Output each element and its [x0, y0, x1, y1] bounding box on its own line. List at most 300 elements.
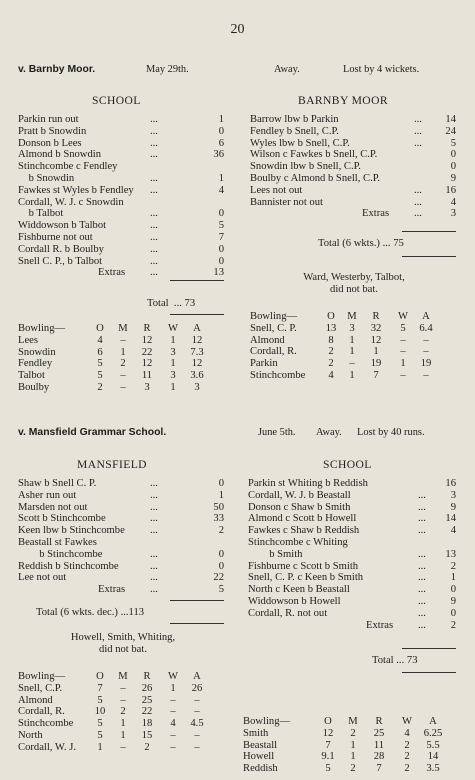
batting-row	[18, 138, 228, 150]
bowling-figure: 1	[120, 718, 126, 730]
bowler-name: Almond	[18, 694, 53, 706]
match2-left-batting	[18, 478, 228, 596]
batting-row	[18, 490, 228, 502]
bowling-figure: 22	[141, 346, 153, 358]
bowling-figure: M	[118, 671, 128, 682]
bowler-name: Cordall, R.	[250, 346, 297, 358]
bowling-figure: 3.5	[426, 763, 440, 775]
match1-title: v. Barnby Moor.	[18, 64, 96, 75]
batsman-entry: Scott b Stinchcombe	[18, 513, 106, 525]
runs-value: 14	[445, 513, 456, 525]
bowling-figure: 28	[373, 751, 385, 763]
runs-value: 4	[218, 184, 224, 196]
batsman-entry: Reddish b Stinchcombe	[18, 560, 119, 572]
bowling-header	[18, 323, 228, 335]
bowling-figure: 8	[328, 334, 334, 346]
runs-value: 9	[450, 172, 456, 184]
bowling-figure: –	[423, 334, 429, 346]
batsman-entry: Barrow lbw b Parkin	[250, 114, 339, 125]
runs-value: 22	[213, 572, 224, 584]
batting-row	[250, 197, 458, 209]
batsman-entry: b Stinchcombe	[18, 548, 103, 560]
bowling-figure: A	[193, 323, 201, 334]
bowling-label: Bowling—	[18, 323, 66, 334]
batting-row	[250, 208, 458, 220]
bowling-figure: 1	[170, 381, 176, 393]
batsman-entry: Lee not out	[18, 572, 67, 584]
leader-dots: ...	[150, 172, 158, 184]
runs-value: 0	[218, 125, 224, 137]
batting-row	[248, 478, 458, 490]
bowling-figure: 5	[97, 370, 103, 382]
bowling-row	[243, 728, 458, 740]
bowling-figure: 3.6	[190, 370, 204, 382]
bowling-figure: 4	[170, 718, 176, 730]
match1-left-total: Total ... 73	[147, 298, 196, 309]
batsman-entry: Lees not out	[250, 184, 303, 196]
batsman-entry: Parkin st Whiting b Reddish	[248, 478, 368, 489]
batting-row	[18, 114, 228, 126]
batsman-entry: Widdowson b Talbot	[18, 220, 107, 232]
batsman-entry: Shaw b Snell C. P.	[18, 478, 97, 489]
leader-dots: ...	[418, 607, 426, 619]
leader-dots: ...	[418, 525, 426, 537]
runs-value: 33	[213, 513, 224, 525]
runs-value: 6	[218, 137, 224, 149]
bowling-figure: 32	[370, 322, 382, 334]
bowling-header	[243, 716, 458, 728]
bowling-figure: 2	[328, 346, 334, 358]
bowling-figure: –	[194, 741, 200, 753]
batsman-entry: b Snowdin	[18, 172, 75, 184]
leader-dots: ...	[150, 560, 158, 572]
batsman-entry: Almond b Snowdin	[18, 149, 101, 161]
bowling-figure: 5	[97, 694, 103, 706]
bowling-row	[250, 358, 458, 370]
leader-dots: ...	[414, 137, 422, 149]
bowling-row	[250, 346, 458, 358]
batting-row	[248, 525, 458, 537]
bowling-figure: 5	[97, 718, 103, 730]
batting-row	[250, 173, 458, 185]
bowling-figure: 4	[97, 334, 103, 346]
leader-dots: ...	[414, 196, 422, 208]
leader-dots: ...	[150, 478, 158, 489]
batting-row	[248, 513, 458, 525]
bowling-figure: 2	[404, 751, 410, 763]
match1-date: May 29th.	[146, 64, 189, 75]
leader-dots: ...	[150, 489, 158, 501]
runs-value: 0	[450, 607, 456, 619]
batsman-entry: b Talbot	[18, 208, 64, 220]
match1-right-batting	[250, 114, 458, 220]
match2-left-heading: MANSFIELD	[77, 458, 147, 471]
runs-value: 3	[450, 489, 456, 501]
runs-value: 13	[213, 267, 224, 279]
bowling-row	[250, 335, 458, 347]
leader-dots: ...	[418, 572, 426, 584]
bowling-figure: W	[168, 671, 178, 682]
match1-did-not-bat: Ward, Westerby, Talbot, did not bat.	[303, 272, 405, 295]
bowling-figure: 2	[350, 763, 356, 775]
bowling-figure: 1	[170, 682, 176, 694]
runs-value: 0	[218, 255, 224, 267]
bowling-figure: –	[194, 729, 200, 741]
batsman-entry: Pratt b Snowdin	[18, 125, 87, 137]
batting-row	[250, 185, 458, 197]
bowling-figure: R	[372, 311, 380, 322]
runs-value: 24	[445, 125, 456, 137]
bowling-figure: M	[348, 716, 358, 727]
bowling-figure: 12	[191, 358, 203, 370]
bowling-figure: 7	[97, 682, 103, 694]
runs-value: 0	[218, 243, 224, 255]
batting-row	[18, 173, 228, 185]
batsman-entry: Extras	[98, 584, 126, 596]
bowler-name: Beastall	[243, 739, 278, 751]
batting-row	[18, 502, 228, 514]
runs-value: 0	[450, 161, 456, 173]
bowling-figure: 12	[191, 334, 203, 346]
bowling-figure: –	[120, 381, 126, 393]
batting-row	[18, 513, 228, 525]
bowling-row	[18, 695, 228, 707]
match2-left-total: Total (6 wkts. dec.) ...113	[36, 607, 145, 618]
bowler-name: Talbot	[18, 370, 45, 382]
match2-right-total: Total ... 73	[372, 655, 418, 666]
match1-right-total: Total (6 wkts.) ... 75	[318, 238, 404, 249]
runs-value: 13	[445, 548, 456, 560]
leader-dots: ...	[414, 114, 422, 125]
batsman-entry: Wyles lbw b Snell, C.P.	[250, 137, 350, 149]
runs-value: 9	[450, 595, 456, 607]
batting-row	[248, 549, 458, 561]
bowling-figure: O	[96, 671, 104, 682]
leader-dots: ...	[150, 220, 158, 232]
bowling-figure: O	[96, 323, 104, 334]
bowling-row	[18, 718, 228, 730]
leader-dots: ...	[150, 255, 158, 267]
bowling-figure: 6	[97, 346, 103, 358]
batting-row	[18, 149, 228, 161]
bowling-figure: –	[170, 729, 176, 741]
bowler-name: Snell, C. P.	[250, 322, 297, 334]
match2-date: June 5th.	[258, 427, 296, 438]
batting-row	[18, 525, 228, 537]
runs-value: 0	[450, 149, 456, 161]
bowling-figure: 2	[404, 763, 410, 775]
bowling-figure: O	[327, 311, 335, 322]
bowling-figure: W	[398, 311, 408, 322]
match2-right-batting	[248, 478, 458, 631]
leader-dots: ...	[150, 525, 158, 537]
runs-value: 0	[218, 548, 224, 560]
bowling-row	[250, 323, 458, 335]
bowling-figure: –	[423, 369, 429, 381]
batting-row	[250, 138, 458, 150]
leader-dots: ...	[418, 513, 426, 525]
match2-result: Lost by 40 runs.	[357, 427, 425, 438]
match2-did-not-bat: Howell, Smith, Whiting, did not bat.	[70, 632, 176, 655]
runs-value: 2	[450, 619, 456, 631]
bowling-figure: –	[400, 334, 406, 346]
runs-value: 1	[218, 489, 224, 501]
batting-row	[18, 232, 228, 244]
batsman-entry: North c Keen b Beastall	[248, 584, 350, 596]
batsman-entry: Snell C. P., b Talbot	[18, 255, 103, 267]
bowling-figure: 9.1	[321, 751, 335, 763]
batting-row	[248, 537, 458, 549]
batsman-entry: Extras	[366, 619, 394, 631]
bowling-figure: 2	[144, 741, 150, 753]
batting-row	[18, 197, 228, 209]
divider	[402, 648, 456, 649]
bowler-name: Cordall, W. J.	[18, 741, 76, 753]
runs-value: 5	[218, 584, 224, 596]
runs-value: 36	[213, 149, 224, 161]
bowling-figure: 1	[350, 751, 356, 763]
bowling-figure: 25	[141, 694, 153, 706]
bowling-figure: R	[375, 716, 383, 727]
runs-value: 0	[218, 208, 224, 220]
leader-dots: ...	[150, 513, 158, 525]
match1-left-bowling	[18, 323, 228, 394]
bowling-figure: 26	[141, 682, 153, 694]
bowler-name: Smith	[243, 727, 269, 739]
batsman-entry: Extras	[362, 208, 390, 220]
bowling-figure: 11	[141, 370, 153, 382]
leader-dots: ...	[150, 231, 158, 243]
match1-right-heading: BARNBY MOOR	[298, 94, 388, 107]
divider	[402, 672, 456, 673]
bowler-name: North	[18, 729, 43, 741]
bowling-figure: 7.3	[190, 346, 204, 358]
bowler-name: Almond	[250, 334, 285, 346]
bowling-header	[250, 311, 458, 323]
bowling-figure: 1	[349, 334, 355, 346]
batsman-entry: Boulby c Almond b Snell, C.P.	[250, 172, 381, 184]
batting-row	[250, 126, 458, 138]
runs-value: 4	[450, 525, 456, 537]
batting-row	[248, 502, 458, 514]
bowling-figure: 5	[400, 322, 406, 334]
bowling-figure: –	[120, 694, 126, 706]
bowling-row	[18, 706, 228, 718]
bowling-figure: 12	[370, 334, 382, 346]
bowling-figure: 4	[328, 369, 334, 381]
batting-row	[250, 114, 458, 126]
batting-row	[18, 161, 228, 173]
batsman-entry: Wilson c Fawkes b Snell, C.P.	[250, 149, 378, 161]
leader-dots: ...	[150, 548, 158, 560]
bowling-figure: 5	[325, 763, 331, 775]
leader-dots: ...	[150, 125, 158, 137]
batsman-entry: Almond c Scott b Howell	[248, 513, 357, 525]
bowling-figure: 12	[322, 727, 334, 739]
bowling-figure: 5	[97, 729, 103, 741]
batsman-entry: Fawkes c Shaw b Reddish	[248, 525, 360, 537]
bowling-figure: –	[194, 706, 200, 718]
leader-dots: ...	[150, 184, 158, 196]
batting-row	[248, 620, 458, 632]
bowling-figure: 7	[373, 369, 379, 381]
leader-dots: ...	[418, 619, 426, 631]
bowling-header	[18, 671, 228, 683]
runs-value: 2	[450, 560, 456, 572]
batting-row	[18, 537, 228, 549]
bowling-figure: 25	[373, 727, 385, 739]
batting-row	[18, 208, 228, 220]
batting-row	[248, 596, 458, 608]
match2-right-bowling	[243, 716, 458, 775]
bowling-row	[243, 763, 458, 775]
leader-dots: ...	[414, 125, 422, 137]
bowling-row	[18, 683, 228, 695]
batting-row	[18, 126, 228, 138]
bowling-figure: 19	[370, 358, 382, 370]
batting-row	[248, 490, 458, 502]
batsman-entry: Cordall, W. J. c Snowdin	[18, 196, 124, 208]
bowling-figure: 1	[349, 346, 355, 358]
runs-value: 1	[218, 114, 224, 125]
batsman-entry: Donson b Lees	[18, 137, 82, 149]
batting-row	[18, 256, 228, 268]
bowling-figure: 2	[404, 739, 410, 751]
runs-value: 16	[445, 184, 456, 196]
leader-dots: ...	[150, 501, 158, 513]
bowling-row	[243, 751, 458, 763]
batsman-entry: Donson c Shaw b Smith	[248, 501, 351, 513]
batting-row	[18, 220, 228, 232]
batting-row	[18, 584, 228, 596]
bowling-figure: 7	[325, 739, 331, 751]
bowler-name: Parkin	[250, 358, 278, 370]
batting-row	[18, 572, 228, 584]
batting-row	[248, 584, 458, 596]
bowling-figure: 1	[349, 369, 355, 381]
bowling-figure: W	[402, 716, 412, 727]
batsman-entry: Beastall st Fawkes	[18, 536, 97, 548]
batsman-entry: Bannister not out	[250, 196, 323, 208]
batting-row	[250, 149, 458, 161]
batting-row	[18, 244, 228, 256]
match1-left-batting	[18, 114, 228, 279]
bowling-figure: 2	[120, 358, 126, 370]
batsman-entry: Parkin run out	[18, 114, 79, 125]
bowling-figure: 10	[94, 706, 106, 718]
bowling-figure: 1	[350, 739, 356, 751]
bowling-figure: 2	[120, 706, 126, 718]
bowling-figure: –	[349, 358, 355, 370]
batting-row	[248, 608, 458, 620]
bowling-figure: M	[347, 311, 357, 322]
bowling-figure: –	[120, 334, 126, 346]
bowler-name: Reddish	[243, 763, 278, 775]
batting-row	[18, 549, 228, 561]
bowling-figure: 7	[376, 763, 382, 775]
leader-dots: ...	[418, 501, 426, 513]
match1-right-bowling	[250, 311, 458, 382]
bowler-name: Fendley	[18, 358, 53, 370]
bowling-figure: 5.5	[426, 739, 440, 751]
bowling-figure: W	[168, 323, 178, 334]
batsman-entry: Fendley b Snell, C.P.	[250, 125, 339, 137]
bowler-name: Cordall, R.	[18, 706, 65, 718]
bowling-figure: 1	[400, 358, 406, 370]
bowling-row	[18, 730, 228, 742]
match2-right-heading: SCHOOL	[323, 458, 372, 471]
bowling-figure: 6.25	[423, 727, 443, 739]
leader-dots: ...	[418, 560, 426, 572]
bowling-figure: R	[143, 671, 151, 682]
bowling-figure: 1	[120, 729, 126, 741]
match2-title: v. Mansfield Grammar School.	[18, 427, 167, 438]
leader-dots: ...	[418, 584, 426, 596]
batsman-entry: Keen lbw b Stinchcombe	[18, 525, 125, 537]
bowling-figure: 2	[328, 358, 334, 370]
match1-left-heading: SCHOOL	[92, 94, 141, 107]
divider	[170, 314, 224, 315]
divider	[170, 600, 224, 601]
runs-value: 1	[450, 572, 456, 584]
bowler-name: Snell, C.P.	[18, 682, 63, 694]
bowler-name: Lees	[18, 334, 38, 346]
batting-row	[18, 267, 228, 279]
bowling-row	[18, 742, 228, 754]
bowling-figure: 1	[170, 334, 176, 346]
bowling-figure: 3	[170, 370, 176, 382]
bowler-name: Howell	[243, 751, 275, 763]
bowling-figure: –	[423, 346, 429, 358]
batting-row	[18, 185, 228, 197]
runs-value: 0	[218, 478, 224, 489]
bowling-figure: –	[194, 694, 200, 706]
batsman-entry: Extras	[98, 267, 126, 279]
bowling-figure: 14	[427, 751, 439, 763]
bowling-figure: R	[143, 323, 151, 334]
leader-dots: ...	[150, 137, 158, 149]
bowling-row	[18, 370, 228, 382]
bowling-figure: 1	[120, 346, 126, 358]
runs-value: 14	[445, 114, 456, 125]
leader-dots: ...	[150, 584, 158, 596]
batsman-entry: Fishburne not out	[18, 231, 93, 243]
bowling-figure: 12	[141, 358, 153, 370]
runs-value: 5	[450, 137, 456, 149]
bowling-label: Bowling—	[18, 671, 66, 682]
runs-value: 9	[450, 501, 456, 513]
bowling-figure: 15	[141, 729, 153, 741]
match2-left-bowling	[18, 671, 228, 754]
bowling-figure: A	[429, 716, 437, 727]
batsman-entry: Cordall, W. J. b Beastall	[248, 489, 351, 501]
divider	[402, 256, 456, 257]
bowling-figure: 5	[97, 358, 103, 370]
runs-value: 2	[218, 525, 224, 537]
batsman-entry: Snowdin lbw b Snell, C.P.	[250, 161, 361, 173]
bowling-figure: 19	[420, 358, 432, 370]
bowling-figure: –	[170, 694, 176, 706]
bowling-figure: –	[120, 370, 126, 382]
bowling-figure: M	[118, 323, 128, 334]
match1-venue: Away.	[274, 64, 300, 75]
runs-value: 4	[450, 196, 456, 208]
batting-row	[18, 478, 228, 490]
bowling-figure: 3	[170, 346, 176, 358]
bowling-label: Bowling—	[243, 716, 291, 727]
bowling-figure: –	[170, 741, 176, 753]
leader-dots: ...	[414, 208, 422, 220]
